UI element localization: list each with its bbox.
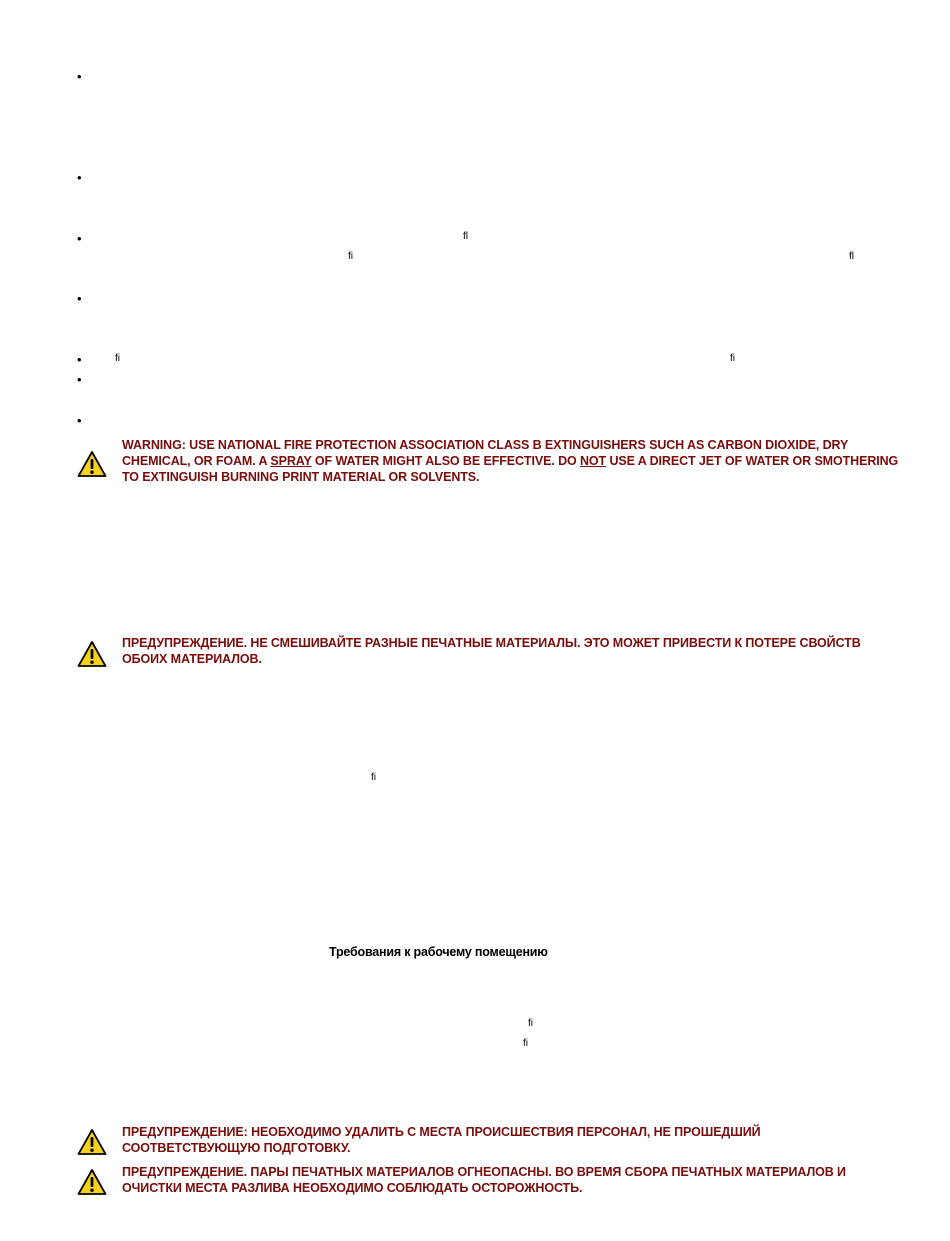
bullet: • [77, 352, 82, 367]
ligature-glyph: ﬁ [348, 251, 353, 262]
ligature-glyph: ﬁ [730, 353, 735, 364]
warning-triangle-icon [77, 1168, 107, 1196]
warning-triangle-icon [77, 640, 107, 668]
ligature-glyph: ﬁ [528, 1018, 533, 1029]
bullet: • [77, 372, 82, 387]
bullet: • [77, 69, 82, 84]
warning-text-mixing-materials: ПРЕДУПРЕЖДЕНИЕ. НЕ СМЕШИВАЙТЕ РАЗНЫЕ ПЕЧАТНЫЕ МАТЕРИАЛЫ. ЭТО МОЖЕТ ПРИВЕСТИ К ПОТЕРЕ СВОЙСТВ ОБОИХ МАТЕРИАЛОВ. [122, 636, 861, 666]
ligature-glyph: ﬁ [371, 772, 376, 783]
warning-text-part: USE A DIRECT JET OF WATER OR SMOTHERING TO EXTINGUISH BURNING PRINT MATERIAL OR SOLVENTS. [122, 454, 899, 484]
warning-text-flammable-vapors: ПРЕДУПРЕЖДЕНИЕ. ПАРЫ ПЕЧАТНЫХ МАТЕРИАЛОВ ОГНЕОПАСНЫ. ВО ВРЕМЯ СБОРА ПЕЧАТНЫХ МАТЕРИАЛОВ И ОЧИСТКИ МЕСТА РАЗЛИВА НЕОБХОДИМО СОБЛЮДАТЬ ОСТОРОЖНОСТЬ. [122, 1165, 846, 1195]
warning-underlined-not: NOT [580, 454, 607, 468]
bullet: • [77, 291, 82, 306]
ligature-glyph: ﬂ [463, 231, 468, 242]
warning-underlined-spray: SPRAY [270, 454, 312, 468]
bullet: • [77, 170, 82, 185]
bullet: • [77, 413, 82, 428]
ligature-glyph: ﬂ [849, 251, 854, 262]
warning-triangle-icon [77, 450, 107, 478]
warning-text-untrained-personnel: ПРЕДУПРЕЖДЕНИЕ: НЕОБХОДИМО УДАЛИТЬ С МЕСТА ПРОИСШЕСТВИЯ ПЕРСОНАЛ, НЕ ПРОШЕДШИЙ СООТВЕТСТВУЮЩУЮ ПОДГОТОВКУ. [122, 1125, 761, 1155]
warning-text-part: OF WATER MIGHT ALSO BE EFFECTIVE. DO [311, 454, 580, 468]
warning-text-fire-extinguisher [122, 437, 902, 485]
ligature-glyph: ﬁ [115, 353, 120, 364]
bullet: • [77, 231, 82, 246]
warning-triangle-icon [77, 1128, 107, 1156]
ligature-glyph: ﬁ [523, 1038, 528, 1049]
section-heading: Требования к рабочему помещению [329, 945, 548, 959]
warning-text-part: WARNING: USE NATIONAL FIRE PROTECTION ASSOCIATION CLASS B EXTINGUISHERS SUCH AS CARBON DIOXIDE, DRY CHEMICAL, OR FOAM. A [122, 438, 849, 468]
